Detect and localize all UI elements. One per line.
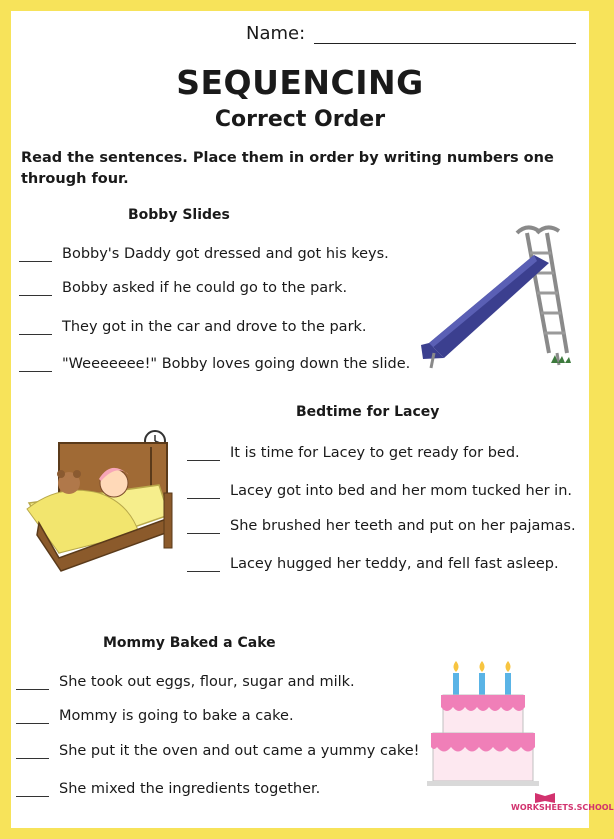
section-title-bobby-slides: Bobby Slides — [128, 207, 230, 223]
sequence-sentence: Bobby's Daddy got dressed and got his keys. — [62, 246, 389, 262]
answer-blank[interactable] — [187, 444, 220, 461]
answer-blank[interactable] — [19, 245, 52, 262]
name-label: Name: — [246, 23, 306, 44]
sequence-item — [19, 245, 389, 262]
sequence-item — [16, 673, 355, 690]
worksheet-title: SEQUENCING — [176, 63, 424, 102]
answer-blank[interactable] — [19, 318, 52, 335]
sequence-sentence: They got in the car and drove to the park. — [62, 319, 367, 335]
answer-blank[interactable] — [16, 673, 49, 690]
sequence-sentence: Lacey got into bed and her mom tucked her in. — [230, 483, 573, 499]
answer-blank[interactable] — [187, 517, 220, 534]
sequence-item — [16, 780, 320, 797]
sequence-item — [187, 444, 520, 461]
sequence-sentence: She mixed the ingredients together. — [59, 781, 321, 797]
sequence-item — [16, 707, 294, 724]
sequence-item — [187, 517, 576, 534]
name-input-line[interactable] — [314, 43, 576, 44]
sequence-sentence: She took out eggs, flour, sugar and milk. — [59, 674, 355, 690]
sequence-item — [19, 355, 410, 372]
bed-illustration — [19, 423, 179, 583]
book-logo-icon — [535, 791, 555, 803]
answer-blank[interactable] — [16, 780, 49, 797]
worksheet-subtitle: Correct Order — [214, 107, 386, 132]
answer-blank[interactable] — [187, 555, 220, 572]
answer-blank[interactable] — [19, 355, 52, 372]
slide-illustration — [409, 223, 584, 371]
sequence-sentence: "Weeeeeee!" Bobby loves going down the slide. — [62, 356, 411, 372]
section-title-mommy-baked-a-cake: Mommy Baked a Cake — [103, 635, 276, 651]
sequence-item — [19, 279, 347, 296]
sequence-sentence: It is time for Lacey to get ready for bed. — [230, 445, 520, 461]
sequence-sentence: Bobby asked if he could go to the park. — [62, 280, 348, 296]
sequence-item — [19, 318, 367, 335]
answer-blank[interactable] — [187, 482, 220, 499]
worksheet-page — [11, 11, 614, 828]
sequence-sentence: She brushed her teeth and put on her pajamas. — [230, 518, 576, 534]
answer-blank[interactable] — [19, 279, 52, 296]
brand-label: WORKSHEETS.SCHOOL — [511, 803, 614, 812]
sequence-sentence: Lacey hugged her teddy, and fell fast asleep. — [230, 556, 559, 572]
section-title-bedtime-for-lacey: Bedtime for Lacey — [296, 404, 440, 420]
sequence-item — [187, 482, 572, 499]
sequence-sentence: She put it the oven and out came a yummy cake! — [59, 743, 420, 759]
sequence-item — [16, 742, 419, 759]
answer-blank[interactable] — [16, 742, 49, 759]
sequence-sentence: Mommy is going to bake a cake. — [59, 708, 294, 724]
cake-illustration — [431, 659, 541, 789]
instructions: Read the sentences. Place them in order by writing numbers one through four. — [21, 150, 554, 187]
answer-blank[interactable] — [16, 707, 49, 724]
sequence-item — [187, 555, 559, 572]
